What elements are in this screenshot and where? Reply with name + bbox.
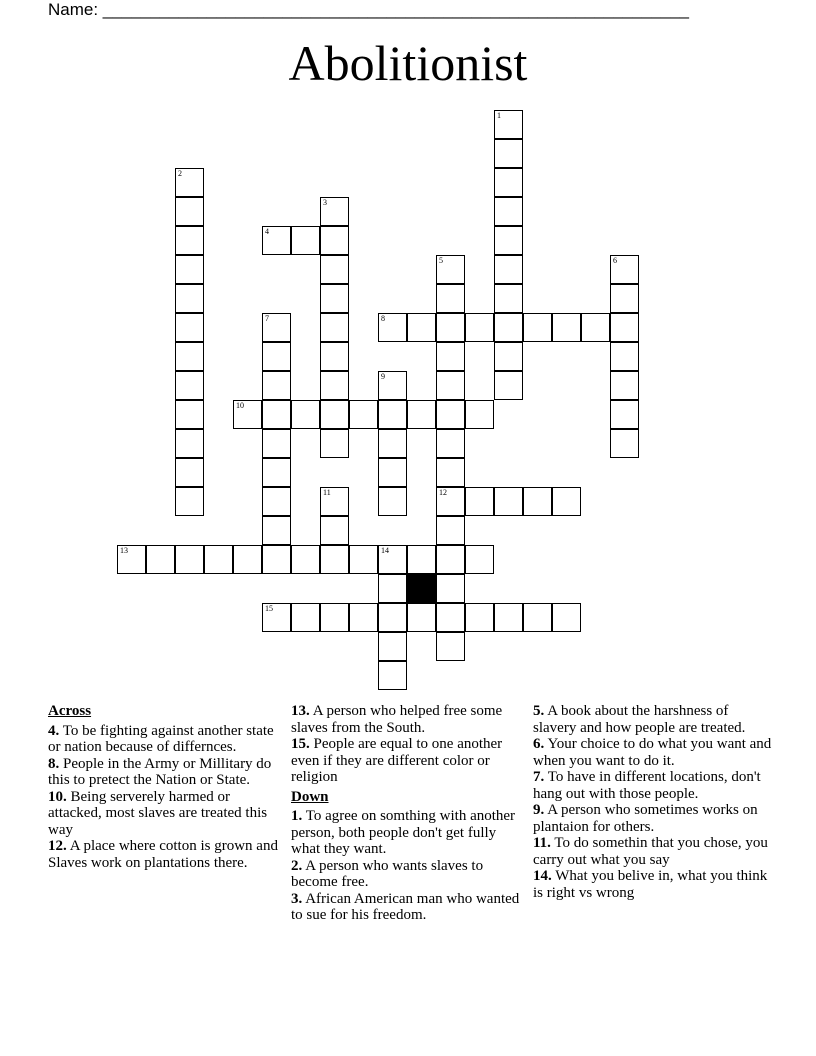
grid-cell[interactable] [465,545,494,574]
down-clue-1: 1. To agree on somthing with another person, both people don't get fully what they want. [291,808,516,857]
grid-cell[interactable] [262,226,291,255]
grid-cell[interactable] [378,487,407,516]
grid-cell[interactable] [175,168,204,197]
grid-cell[interactable] [465,313,494,342]
clue-number: 13 [120,546,128,555]
clue-column-3 [533,703,773,901]
across-clue-13: 13. A person who helped free some slaves from the South. [291,703,503,736]
clue-number: 15 [265,604,273,613]
grid-cell[interactable] [262,603,291,632]
grid-cell[interactable] [581,313,610,342]
down-clue-6: 6. Your choice to do what you want and when you want to do it. [533,736,772,769]
grid-cell[interactable] [320,342,349,371]
grid-cell[interactable] [407,313,436,342]
clue-column-1 [48,703,283,871]
grid-cell[interactable] [378,429,407,458]
grid-cell[interactable] [117,545,146,574]
grid-cell[interactable] [291,226,320,255]
grid-cell[interactable] [407,545,436,574]
grid-cell[interactable] [320,516,349,545]
clue-number: 11 [323,488,331,497]
grid-cell[interactable] [523,603,552,632]
grid-cell[interactable] [233,545,262,574]
grid-cell[interactable] [320,255,349,284]
clue-column-2 [291,703,521,924]
grid-cell[interactable] [378,313,407,342]
grid-cell[interactable] [349,545,378,574]
grid-cell[interactable] [291,400,320,429]
down-clue-11: 11. To do somethin that you chose, you carry out what you say [533,835,768,868]
grid-cell[interactable] [233,400,262,429]
grid-cell[interactable] [436,313,465,342]
down-heading: Down [291,788,329,805]
grid-cell[interactable] [610,342,639,371]
grid-cell[interactable] [552,487,581,516]
grid-cell[interactable] [175,487,204,516]
grid-cell[interactable] [494,342,523,371]
clue-number: 12 [439,488,447,497]
grid-cell[interactable] [175,197,204,226]
grid-cell[interactable] [494,168,523,197]
across-clue-12: 12. A place where cotton is grown and Slaves work on plantations there. [48,838,278,871]
down-clue-3: 3. African American man who wanted to sue for his freedom. [291,890,520,923]
grid-cell[interactable] [291,603,320,632]
grid-cell[interactable] [494,284,523,313]
grid-cell[interactable] [436,603,465,632]
grid-cell[interactable] [378,458,407,487]
grid-cell[interactable] [175,284,204,313]
grid-cell[interactable] [378,545,407,574]
clue-number: 8 [381,314,385,323]
grid-cell[interactable] [146,545,175,574]
grid-cell[interactable] [262,429,291,458]
grid-cell[interactable] [494,139,523,168]
grid-cell[interactable] [349,400,378,429]
grid-cell[interactable] [552,603,581,632]
grid-cell[interactable] [494,255,523,284]
grid-cell[interactable] [610,429,639,458]
grid-cell[interactable] [610,371,639,400]
across-clue-15: 15. People are equal to one another even if they are different color or religion [291,736,503,785]
grid-cell[interactable] [610,284,639,313]
down-clue-5: 5. A book about the harshness of slavery and how people are treated. [533,703,746,736]
clue-number: 3 [323,198,327,207]
grid-cell[interactable] [610,400,639,429]
clue-number: 9 [381,372,385,381]
grid-cell[interactable] [378,574,407,603]
grid-cell[interactable] [436,284,465,313]
grid-cell[interactable] [378,632,407,661]
clue-number: 4 [265,227,269,236]
grid-cell[interactable] [436,458,465,487]
grid-cell[interactable] [378,371,407,400]
clue-number: 2 [178,169,182,178]
clue-number: 5 [439,256,443,265]
grid-cell[interactable] [436,632,465,661]
grid-cell[interactable] [262,458,291,487]
grid-cell[interactable] [262,487,291,516]
grid-cell[interactable] [523,487,552,516]
grid-cell[interactable] [175,226,204,255]
grid-cell[interactable] [320,226,349,255]
clue-number: 14 [381,546,389,555]
grid-cell[interactable] [436,342,465,371]
down-clue-9: 9. A person who sometimes works on plantaion for others. [533,802,758,835]
name-field-label: Name: ______________________________________________________________ [48,0,689,19]
across-clue-4: 4. To be fighting against another state or nation because of differnces. [48,722,274,755]
clue-number: 6 [613,256,617,265]
grid-cell[interactable] [349,603,378,632]
grid-cell[interactable] [436,371,465,400]
grid-cell[interactable] [175,458,204,487]
down-clue-2: 2. A person who wants slaves to become free. [291,857,484,890]
down-clue-7: 7. To have in different locations, don't hang out with those people. [533,769,761,802]
grid-cell[interactable] [175,545,204,574]
clue-number: 1 [497,111,501,120]
grid-cell[interactable] [204,545,233,574]
grid-cell[interactable] [494,110,523,139]
grid-cell[interactable] [436,516,465,545]
grid-cell[interactable] [436,545,465,574]
grid-cell[interactable] [494,603,523,632]
grid-cell[interactable] [465,487,494,516]
grid-cell[interactable] [262,516,291,545]
grid-cell[interactable] [494,197,523,226]
grid-cell[interactable] [494,313,523,342]
grid-cell[interactable] [262,400,291,429]
grid-cell[interactable] [320,429,349,458]
grid-cell[interactable] [175,342,204,371]
grid-cell[interactable] [436,487,465,516]
grid-cell[interactable] [407,400,436,429]
across-clue-8: 8. People in the Army or Millitary do this to pretect the Nation or State. [48,755,272,788]
grid-cell[interactable] [378,603,407,632]
grid-cell[interactable] [378,661,407,690]
grid-cell[interactable] [407,603,436,632]
grid-cell[interactable] [465,603,494,632]
grid-cell[interactable] [610,313,639,342]
grid-cell[interactable] [378,400,407,429]
grid-cell[interactable] [320,284,349,313]
grid-cell[interactable] [436,574,465,603]
grid-cell[interactable] [494,487,523,516]
grid-cell[interactable] [320,197,349,226]
grid-cell[interactable] [262,342,291,371]
grid-cell[interactable] [465,400,494,429]
grid-cell[interactable] [436,400,465,429]
grid-cell[interactable] [523,313,552,342]
grid-cell[interactable] [175,400,204,429]
clue-number: 10 [236,401,244,410]
grid-cell[interactable] [175,255,204,284]
grid-cell[interactable] [320,603,349,632]
across-clue-10: 10. Being serverely harmed or attacked, most slaves are treated this way [48,788,268,838]
grid-cell[interactable] [175,371,204,400]
grid-cell[interactable] [436,429,465,458]
grid-cell[interactable] [436,255,465,284]
grid-cell[interactable] [610,255,639,284]
grid-cell[interactable] [262,371,291,400]
grid-cell[interactable] [494,371,523,400]
grid-cell[interactable] [320,545,349,574]
across-heading: Across [48,703,92,719]
grid-cell[interactable] [320,487,349,516]
page-title: Abolitionist [288,35,528,91]
grid-cell[interactable] [175,313,204,342]
down-clue-14: 14. What you belive in, what you think is right vs wrong [533,868,768,901]
grid-cell[interactable] [175,429,204,458]
grid-cell[interactable] [494,226,523,255]
grid-cell[interactable] [552,313,581,342]
grid-cell[interactable] [320,400,349,429]
grid-cell[interactable] [320,371,349,400]
clue-number: 7 [265,314,269,323]
grid-cell[interactable] [291,545,320,574]
grid-cell[interactable] [262,313,291,342]
black-square [407,574,436,603]
grid-cell[interactable] [320,313,349,342]
grid-cell[interactable] [262,545,291,574]
